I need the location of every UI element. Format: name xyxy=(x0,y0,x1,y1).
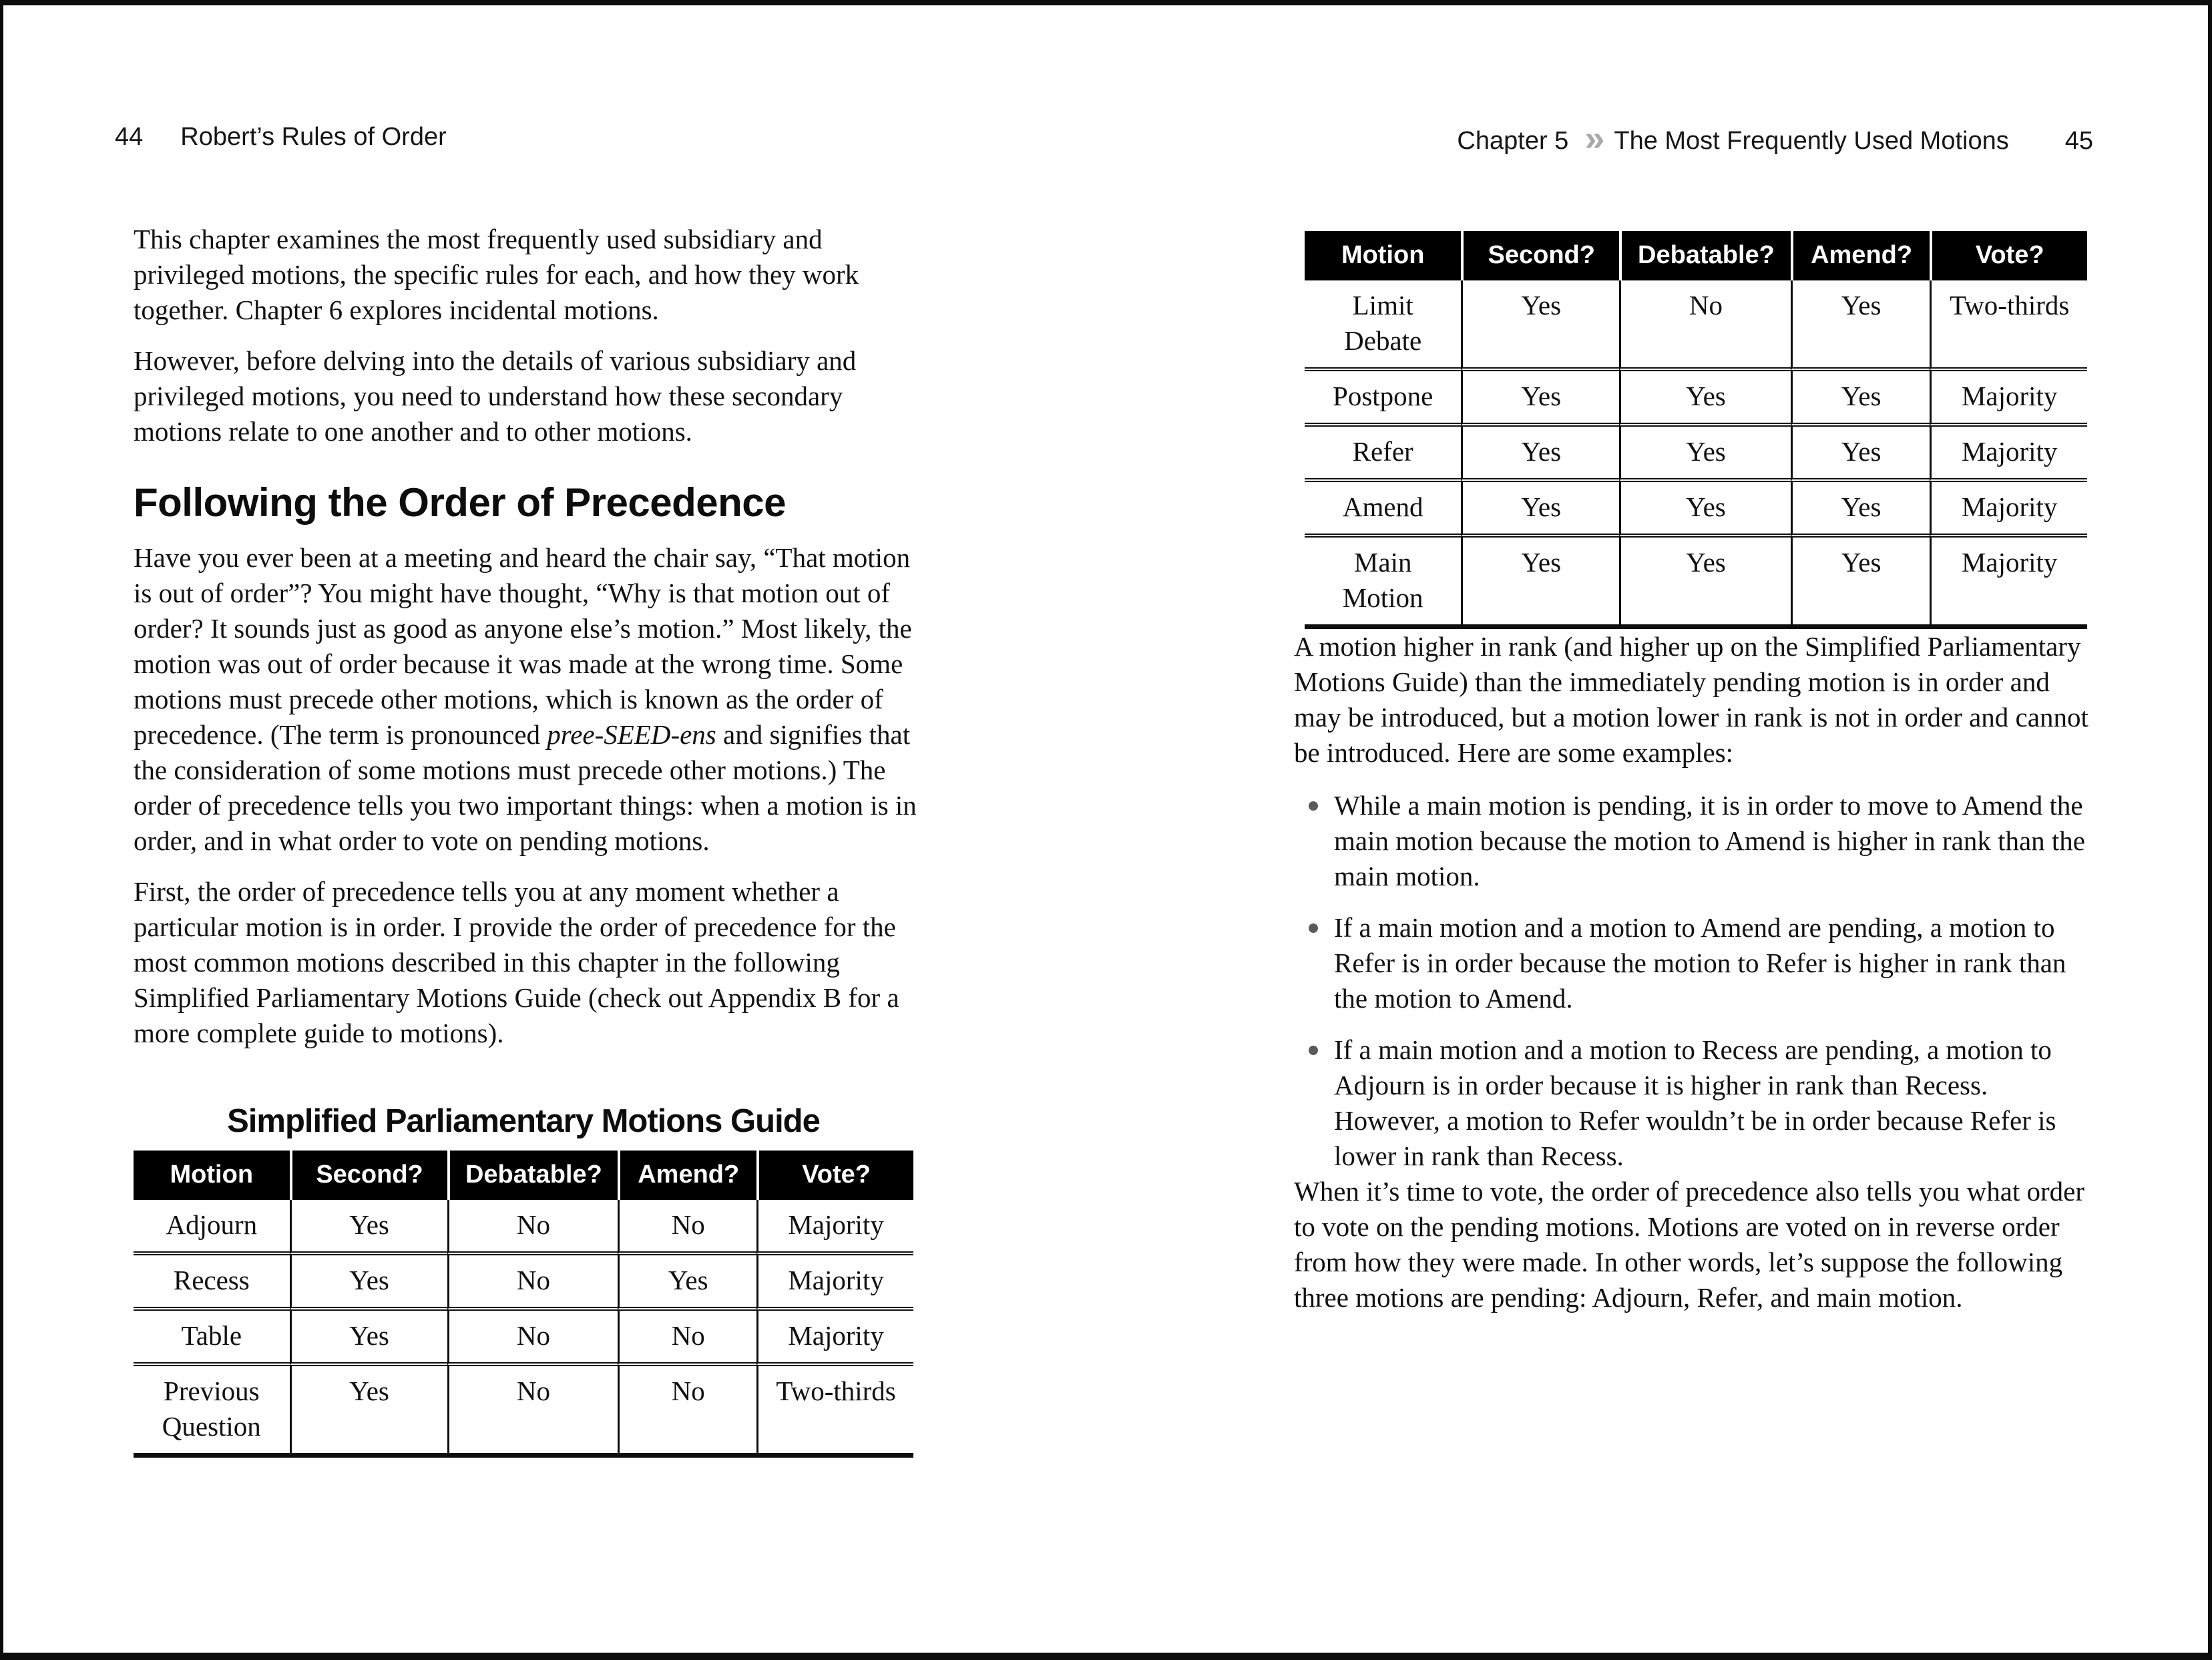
table-row xyxy=(1305,482,2087,538)
table-cell: Majority xyxy=(1930,371,2087,427)
table-row xyxy=(1305,371,2087,427)
table-cell: Yes xyxy=(1791,427,1930,482)
table-cell: No xyxy=(447,1200,618,1255)
right-page-column xyxy=(1294,222,2092,1315)
table-row xyxy=(134,1366,913,1458)
column-header: Amend? xyxy=(1791,231,1930,280)
table-cell: No xyxy=(447,1255,618,1311)
column-header: Amend? xyxy=(618,1151,756,1200)
column-header: Debatable? xyxy=(1619,231,1791,280)
table-cell: Yes xyxy=(1791,538,1930,629)
precedence-paragraph-lead: Have you ever been at a meeting and heard the chair say, “That motion is out of order”? You might have thought, “Why is that motion out of order? It sounds just as good as anyone else’s motion.” Most likely, the motion was out of order because it was made at the wrong time. Some motions must precede other motions, which is known as the order of precedence. (The term is pronounced xyxy=(134,542,912,750)
table-row xyxy=(134,1200,913,1255)
precedence-paragraph xyxy=(134,540,921,859)
page-number-right: 45 xyxy=(2064,127,2093,155)
table-cell: Majority xyxy=(1930,427,2087,482)
table-cell: Postpone xyxy=(1305,371,1461,427)
bullet-icon xyxy=(1309,1046,1318,1055)
pronunciation-italic: pree-SEED-ens xyxy=(547,719,716,750)
column-header: Debatable? xyxy=(447,1151,618,1200)
table-cell: Yes xyxy=(1619,538,1791,629)
table-cell: Limit Debate xyxy=(1305,280,1461,371)
list-item-text: If a main motion and a motion to Amend are pending, a motion to Refer is in order because the motion to Refer is higher in rank than the motion to Amend. xyxy=(1334,912,2066,1014)
table-cell: Majority xyxy=(756,1255,913,1311)
table-cell: Amend xyxy=(1305,482,1461,538)
column-header: Motion xyxy=(1305,231,1461,280)
section-heading: Following the Order of Precedence xyxy=(134,480,787,525)
guide-table-title: Simplified Parliamentary Motions Guide xyxy=(227,1103,820,1139)
table-row xyxy=(134,1255,913,1311)
bullet-icon xyxy=(1309,923,1318,933)
table-header-row xyxy=(1305,231,2087,280)
page-number-left: 44 xyxy=(115,123,144,151)
table-cell: Yes xyxy=(1791,371,1930,427)
column-header: Vote? xyxy=(1930,231,2087,280)
table-cell: Two-thirds xyxy=(756,1366,913,1458)
table-cell: Yes xyxy=(290,1200,447,1255)
chapter-label: Chapter 5 xyxy=(1457,127,1569,155)
table-cell: Yes xyxy=(290,1366,447,1458)
table-cell: Majority xyxy=(756,1200,913,1255)
running-head-right xyxy=(1457,118,2093,158)
table-cell: Yes xyxy=(1619,427,1791,482)
guide-table xyxy=(134,1151,913,1458)
running-title-right: The Most Frequently Used Motions xyxy=(1614,127,2009,155)
table-cell: Yes xyxy=(290,1255,447,1311)
precedence-paragraph-tail: and signifies that the consideration of some motions must precede other motions.) The order of precedence tells you two important things: when a motion is in order, and in what order to vote on pending motions. xyxy=(134,719,917,856)
column-header: Motion xyxy=(134,1151,290,1200)
table-cell: No xyxy=(618,1311,756,1366)
table-row xyxy=(134,1311,913,1366)
table-cell: Yes xyxy=(1619,371,1791,427)
closing-paragraph: When it’s time to vote, the order of precedence also tells you what order to vote on the pending motions. Motions are voted on in reverse order from how they were made. In other words, let’s suppose the following three motions are pending: Adjourn, Refer, and main motion. xyxy=(1294,1176,2085,1313)
table-cell: Yes xyxy=(290,1311,447,1366)
table-cell: No xyxy=(447,1366,618,1458)
list-item-text: If a main motion and a motion to Recess are pending, a motion to Adjourn is in order because it is higher in rank than Recess. However, a motion to Refer wouldn’t be in order because Refer is lower in rank than Recess. xyxy=(1334,1034,2056,1171)
motions-table xyxy=(1305,231,2087,629)
table-cell: Table xyxy=(134,1311,290,1366)
table-cell: No xyxy=(1619,280,1791,371)
table-cell: Refer xyxy=(1305,427,1461,482)
table-cell: Yes xyxy=(1791,280,1930,371)
running-title-left: Robert’s Rules of Order xyxy=(180,123,447,151)
table-cell: Main Motion xyxy=(1305,538,1461,629)
table-row xyxy=(1305,280,2087,371)
table-cell: No xyxy=(618,1366,756,1458)
table-cell: Adjourn xyxy=(134,1200,290,1255)
table-cell: Majority xyxy=(1930,538,2087,629)
table-cell: Yes xyxy=(1461,371,1619,427)
table-cell: Majority xyxy=(1930,482,2087,538)
table-cell: Yes xyxy=(1461,538,1619,629)
table-header-row xyxy=(134,1151,913,1200)
list-item-text: While a main motion is pending, it is in order to move to Amend the main motion because the motion to Amend is higher in rank than the main motion. xyxy=(1334,790,2085,891)
rank-paragraph: A motion higher in rank (and higher up on the Simplified Parliamentary Motions Guide) than the immediately pending motion is in order and may be introduced, but a motion lower in rank is not in order and cannot be introduced. Here are some examples: xyxy=(1294,631,2088,768)
table-cell: Majority xyxy=(756,1311,913,1366)
table-cell: Recess xyxy=(134,1255,290,1311)
table-cell: Yes xyxy=(618,1255,756,1311)
table-cell: Two-thirds xyxy=(1930,280,2087,371)
intro-paragraph: This chapter examines the most frequently used subsidiary and privileged motions, the specific rules for each, and how they work together. Chapter 6 explores incidental motions. xyxy=(134,224,859,325)
table-cell: Yes xyxy=(1461,280,1619,371)
left-page-column xyxy=(134,222,921,1458)
first-paragraph: First, the order of precedence tells you at any moment whether a particular motion is in order. I provide the order of precedence for the most common motions described in this chapter in the following Simplified Parliamentary Motions Guide (check out Appendix B for a more complete guide to motions). xyxy=(134,876,899,1048)
bullet-icon xyxy=(1309,801,1318,811)
table-cell: Previous Question xyxy=(134,1366,290,1458)
column-header: Second? xyxy=(1461,231,1619,280)
intro-paragraph: However, before delving into the details of various subsidiary and privileged motions, you need to understand how these secondary motions relate to one another and to other motions. xyxy=(134,345,857,447)
column-header: Second? xyxy=(290,1151,447,1200)
list-item xyxy=(1294,1032,2092,1174)
table-row xyxy=(1305,538,2087,629)
table-cell: No xyxy=(447,1311,618,1366)
column-header: Vote? xyxy=(756,1151,913,1200)
examples-list xyxy=(1294,788,2092,1174)
table-cell: Yes xyxy=(1461,482,1619,538)
table-row xyxy=(1305,427,2087,482)
list-item xyxy=(1294,910,2092,1016)
table-cell: Yes xyxy=(1461,427,1619,482)
list-item xyxy=(1294,788,2092,894)
table-cell: Yes xyxy=(1791,482,1930,538)
double-chevron-icon: » xyxy=(1584,118,1601,158)
running-head-left xyxy=(115,122,447,152)
table-cell: Yes xyxy=(1619,482,1791,538)
table-cell: No xyxy=(618,1200,756,1255)
